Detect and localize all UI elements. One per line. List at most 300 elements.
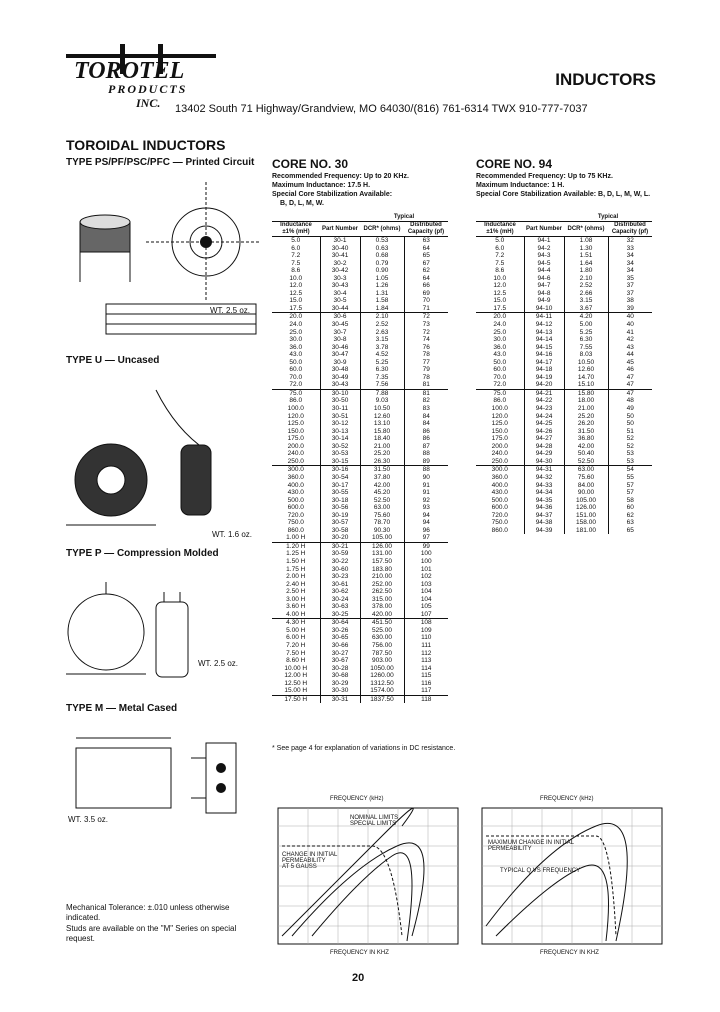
table-cell: 250.0 (476, 458, 524, 466)
table-row (272, 512, 448, 520)
table-cell: 40 (626, 313, 634, 321)
table-row (272, 344, 448, 352)
core94-max: Maximum Inductance: 1 H. (476, 182, 565, 189)
table-cell: 25.20 (360, 450, 404, 458)
table-cell: 94-30 (524, 458, 564, 466)
table-cell: 90 (422, 473, 430, 481)
table-cell: 126.00 (360, 542, 404, 550)
table-row (272, 672, 448, 680)
table-cell: 120.0 (476, 413, 524, 421)
table-cell: 6.0 (272, 245, 320, 253)
table-cell: 3.15 (564, 297, 608, 305)
table-cell: 87 (422, 442, 430, 450)
table-row (476, 519, 652, 527)
table-cell: 58 (626, 496, 634, 504)
table-cell: 94-1 (524, 237, 564, 245)
table-cell: 30-45 (320, 321, 360, 329)
table-cell: 1050.00 (360, 665, 404, 673)
table-cell: 70.0 (476, 374, 524, 382)
table-cell: 31.50 (564, 428, 608, 436)
table-cell: 200.0 (272, 443, 320, 451)
table-cell: 102 (420, 573, 432, 581)
core94-title: CORE NO. 94 (476, 157, 553, 171)
table-cell: 30-61 (320, 581, 360, 589)
table-cell: 315.00 (360, 596, 404, 604)
table-row (272, 413, 448, 421)
table-cell: 91 (422, 489, 430, 497)
table-cell: 3.00 H (272, 596, 320, 604)
table-row (272, 275, 448, 283)
table-cell: 175.0 (476, 435, 524, 443)
table-row (476, 482, 652, 490)
logo-products: PRODUCTS (108, 82, 188, 96)
table-cell: 94-6 (524, 275, 564, 283)
table-row (476, 305, 652, 313)
table-cell: 750.0 (272, 519, 320, 527)
table-cell: 78.70 (360, 519, 404, 527)
table-cell: 151.00 (564, 512, 608, 520)
table-cell: 62 (626, 511, 634, 519)
table-cell: 420.00 (360, 611, 404, 619)
table-row (476, 381, 652, 389)
table-cell: 30-58 (320, 527, 360, 535)
table-cell: 10.0 (476, 275, 524, 283)
table-row (272, 252, 448, 260)
table-cell: 2.63 (360, 329, 404, 337)
table-cell: 94-17 (524, 359, 564, 367)
table-cell: 1.80 (564, 267, 608, 275)
table-row (272, 489, 448, 497)
table-cell: 6.30 (564, 336, 608, 344)
table-cell: 30-1 (320, 237, 360, 245)
table-row (476, 420, 652, 428)
table-cell: 30-15 (320, 458, 360, 466)
table-cell: 54 (626, 466, 634, 474)
graph1-top-label: FREQUENCY (kHz) (330, 796, 384, 802)
table-cell: 50.0 (272, 359, 320, 367)
table-cell: 7.5 (272, 260, 320, 268)
table-cell: 99 (422, 542, 430, 550)
table-row (272, 336, 448, 344)
table-cell: 94-14 (524, 336, 564, 344)
table-cell: 30-18 (320, 497, 360, 505)
table-cell: 110 (421, 634, 432, 642)
type-pf-drawing (66, 172, 266, 342)
table-cell: 7.2 (476, 252, 524, 260)
table-cell: 175.0 (272, 435, 320, 443)
table-cell: 30-28 (320, 665, 360, 673)
table-cell: 88 (422, 450, 430, 458)
table-cell: 94-39 (524, 527, 564, 535)
type-u-weight: WT. 1.6 oz. (212, 530, 253, 539)
table-row (476, 260, 652, 268)
table-cell: 57 (626, 489, 634, 497)
table-cell: 63.00 (564, 466, 608, 474)
graph1-bottom-label: FREQUENCY IN KHZ (330, 950, 389, 956)
table-cell: 4.52 (360, 351, 404, 359)
table-row (272, 450, 448, 458)
table-cell: 125.0 (476, 420, 524, 428)
table-cell: 30-55 (320, 489, 360, 497)
core94-meta (476, 172, 676, 199)
table-cell: 1.50 H (272, 558, 320, 566)
table-cell: 1574.00 (360, 687, 404, 695)
table-cell: 17.5 (272, 305, 320, 313)
table-cell: 67 (422, 259, 430, 267)
table-cell: 37 (626, 282, 634, 290)
table-row (272, 466, 448, 474)
tolerance-note: Mechanical Tolerance: ±.010 unless otherwise indicated. (66, 903, 230, 922)
table-cell: 65 (626, 526, 634, 534)
table-cell: 3.67 (564, 305, 608, 313)
table-cell: 2.66 (564, 290, 608, 298)
table-row (476, 321, 652, 329)
table-row (272, 405, 448, 413)
table-cell: 30-66 (320, 642, 360, 650)
core30-footnote: * See page 4 for explanation of variations in DC resistance. (272, 745, 456, 752)
table-cell: 2.52 (564, 282, 608, 290)
table-row (272, 420, 448, 428)
table-row (272, 550, 448, 558)
table-cell: 750.0 (476, 519, 524, 527)
table-cell: 150.0 (272, 428, 320, 436)
core30-title: CORE NO. 30 (272, 157, 349, 171)
table-cell: 105.00 (360, 534, 404, 542)
logo-inc: INC. (136, 96, 161, 110)
table-row (272, 359, 448, 367)
table-cell: 77 (422, 358, 430, 366)
table-cell: 94-34 (524, 489, 564, 497)
table-cell: 30-21 (320, 542, 360, 550)
table-cell: 86.0 (272, 397, 320, 405)
table-cell: 78 (422, 373, 430, 381)
table-cell: 12.0 (272, 282, 320, 290)
table-row (476, 282, 652, 290)
table-row (272, 381, 448, 389)
table-cell: 52.50 (360, 497, 404, 505)
table-cell: 240.0 (272, 450, 320, 458)
table-cell: 36.0 (272, 344, 320, 352)
table-cell: 94-32 (524, 474, 564, 482)
table-cell: 115 (421, 672, 432, 680)
graph1-note-3: CHANGE IN INITIAL PERMEABILITY (282, 852, 338, 864)
table-cell: 30-26 (320, 627, 360, 635)
table-cell: 30-17 (320, 482, 360, 490)
table-row (272, 504, 448, 512)
graph2-note-1: MAXIMUM CHANGE IN INITIAL PERMEABILITY (488, 840, 574, 852)
table-cell: 100.0 (272, 405, 320, 413)
core30-stab-values: B, D, L, M, W. (280, 200, 324, 207)
type-u-label: TYPE U — Uncased (66, 355, 160, 366)
table-cell: 93 (422, 504, 430, 512)
table-cell: 73 (422, 321, 430, 329)
table-cell: 7.88 (360, 389, 404, 397)
table-cell: 94-29 (524, 450, 564, 458)
table-row (272, 687, 448, 695)
table-cell: 30-5 (320, 297, 360, 305)
table-cell: 30-27 (320, 650, 360, 658)
table-cell: 30-10 (320, 389, 360, 397)
graph1-note-1: NOMINAL LIMITS (350, 815, 399, 821)
table-cell: 100.0 (476, 405, 524, 413)
table-cell: 94-37 (524, 512, 564, 520)
table-cell: 30-9 (320, 359, 360, 367)
table-cell: 44 (626, 351, 634, 359)
graph1-notes (350, 815, 430, 827)
table-cell: 105.00 (564, 497, 608, 505)
table-cell: 75.60 (564, 474, 608, 482)
table-cell: 97 (404, 534, 448, 542)
table-cell: 116 (421, 679, 432, 687)
table-row (476, 466, 652, 474)
table-cell: 94-24 (524, 413, 564, 421)
table-cell: 104 (420, 595, 432, 603)
table-cell: 240.0 (476, 450, 524, 458)
table-cell: 43.0 (476, 351, 524, 359)
table-cell: 1.64 (564, 260, 608, 268)
table-row (476, 435, 652, 443)
table-cell: 113 (421, 657, 432, 665)
table-row (476, 267, 652, 275)
table-cell: 30-2 (320, 260, 360, 268)
table-cell: 94-16 (524, 351, 564, 359)
table-cell: 108 (420, 619, 432, 627)
table-cell: 30-41 (320, 252, 360, 260)
table-cell: 35 (626, 274, 634, 282)
table-cell: 63 (422, 237, 430, 244)
table-cell: 183.80 (360, 566, 404, 574)
table-row (476, 497, 652, 505)
table-cell: 42.00 (564, 443, 608, 451)
table-row (272, 458, 448, 466)
graph2 (476, 806, 666, 946)
table-cell: 63 (626, 519, 634, 527)
table-cell: 1260.00 (360, 672, 404, 680)
table-row (272, 321, 448, 329)
table-cell: 0.53 (360, 237, 404, 245)
table-cell: 32 (626, 237, 634, 244)
table-row (272, 313, 448, 321)
table-cell: 30-67 (320, 657, 360, 665)
table-cell: 34 (626, 252, 634, 260)
table-cell: 0.63 (360, 245, 404, 253)
table-cell: 94-8 (524, 290, 564, 298)
table-cell: 30-14 (320, 435, 360, 443)
table-cell: 86.0 (476, 397, 524, 405)
table-cell: 3.15 (360, 336, 404, 344)
table-cell: 65 (422, 252, 430, 260)
table-cell: 1.58 (360, 297, 404, 305)
table-cell: 51 (626, 427, 634, 435)
studs-note: Studs are available on the "M" Series on special request. (66, 924, 237, 943)
table-row (476, 313, 652, 321)
table-cell: 42.00 (360, 482, 404, 490)
table-cell: 30-8 (320, 336, 360, 344)
table-cell: 72 (422, 328, 430, 336)
table-cell: 60 (626, 504, 634, 512)
table-cell: 45 (626, 358, 634, 366)
table-cell: 50 (626, 412, 634, 420)
table-cell: 430.0 (476, 489, 524, 497)
table-cell: 30-16 (320, 466, 360, 474)
table-cell: 12.5 (476, 290, 524, 298)
table-cell: 94-31 (524, 466, 564, 474)
table-cell: 86 (422, 427, 430, 435)
table-cell: 158.00 (564, 519, 608, 527)
table-cell: 4.30 H (272, 619, 320, 627)
table-cell: 14.70 (564, 374, 608, 382)
table-cell: 860.0 (476, 527, 524, 535)
table-row (272, 282, 448, 290)
table-cell: 70 (422, 297, 430, 305)
table-row (272, 634, 448, 642)
graph1-note-2: SPECIAL LIMITS (350, 821, 397, 827)
table-cell: 30-43 (320, 381, 360, 389)
table-cell: 41 (626, 328, 634, 336)
table-cell: 10.0 (272, 275, 320, 283)
table-cell: 10.00 H (272, 665, 320, 673)
table-cell: 756.00 (360, 642, 404, 650)
table-cell: 92 (422, 496, 430, 504)
table-cell: 46 (626, 366, 634, 374)
table-cell: 76 (422, 343, 430, 351)
table-cell: 30-19 (320, 512, 360, 520)
table-cell: 47 (608, 381, 652, 389)
table-cell: 118 (421, 695, 432, 703)
table-cell: 75.0 (476, 389, 524, 397)
table-cell: 37.80 (360, 474, 404, 482)
table-cell: 787.50 (360, 650, 404, 658)
core30-col-cap: Distributed Capacity (pf) (404, 222, 448, 237)
table-cell: 30-65 (320, 634, 360, 642)
table-cell: 1.31 (360, 290, 404, 298)
table-cell: 86 (422, 435, 430, 443)
table-cell: 89 (404, 458, 448, 466)
core30-col-part: Part Number (320, 222, 360, 237)
table-cell: 7.2 (272, 252, 320, 260)
table-cell: 52 (626, 442, 634, 450)
table-cell: 903.00 (360, 657, 404, 665)
table-cell: 7.56 (360, 381, 404, 389)
table-cell: 1.00 H (272, 534, 320, 542)
table-cell: 1.08 (564, 237, 608, 245)
table-cell: 30-31 (320, 695, 360, 703)
table-cell: 30-51 (320, 413, 360, 421)
table-cell: 18.00 (564, 397, 608, 405)
table-cell: 30.0 (476, 336, 524, 344)
table-cell: 6.0 (476, 245, 524, 253)
table-cell: 360.0 (272, 474, 320, 482)
table-cell: 7.50 H (272, 650, 320, 658)
table-cell: 94-10 (524, 305, 564, 313)
table-cell: 47 (626, 373, 634, 381)
graph2-bottom-label: FREQUENCY IN KHZ (540, 950, 599, 956)
table-row (272, 397, 448, 405)
table-cell: 94-9 (524, 297, 564, 305)
table-row (272, 588, 448, 596)
table-cell: 94-2 (524, 245, 564, 253)
graph1-notes-2 (282, 852, 372, 870)
table-cell: 94-21 (524, 389, 564, 397)
table-cell: 74 (422, 336, 430, 344)
table-cell: 8.6 (272, 267, 320, 275)
table-row (476, 389, 652, 397)
table-cell: 131.00 (360, 550, 404, 558)
table-cell: 600.0 (476, 504, 524, 512)
table-cell: 94-19 (524, 374, 564, 382)
table-cell: 500.0 (272, 497, 320, 505)
table-cell: 30-48 (320, 366, 360, 374)
table-row (272, 245, 448, 253)
table-cell: 12.60 (564, 366, 608, 374)
core94-freq: Recommended Frequency: Up to 75 KHz. (476, 173, 613, 180)
table-cell: 72.0 (476, 381, 524, 389)
table-cell: 5.0 (476, 237, 524, 245)
table-cell: 1.26 (360, 282, 404, 290)
table-cell: 7.5 (476, 260, 524, 268)
table-row (272, 443, 448, 451)
table-cell: 252.00 (360, 581, 404, 589)
table-row (272, 642, 448, 650)
table-row (476, 489, 652, 497)
table-cell: 0.90 (360, 267, 404, 275)
table-cell: 5.00 H (272, 627, 320, 635)
table-cell: 6.30 (360, 366, 404, 374)
table-row (272, 497, 448, 505)
table-cell: 2.50 H (272, 588, 320, 596)
table-cell: 63.00 (360, 504, 404, 512)
table-cell: 107 (404, 611, 448, 619)
table-cell: 53 (626, 450, 634, 458)
table-cell: 12.00 H (272, 672, 320, 680)
table-cell: 94 (422, 511, 430, 519)
graph2-note-2: TYPICAL Q VS FREQUENCY (500, 868, 581, 874)
table-cell: 30-11 (320, 405, 360, 413)
table-cell: 66 (422, 282, 430, 290)
table-cell: 181.00 (564, 527, 608, 535)
table-cell: 18.40 (360, 435, 404, 443)
table-cell: 30-68 (320, 672, 360, 680)
table-cell: 30-30 (320, 687, 360, 695)
type-pf-label: TYPE PS/PF/PSC/PFC — Printed Circuit (66, 157, 255, 168)
table-cell: 30-59 (320, 550, 360, 558)
table-cell: 12.0 (476, 282, 524, 290)
table-cell: 30-52 (320, 443, 360, 451)
table-cell: 64 (422, 274, 430, 282)
table-cell: 94-33 (524, 482, 564, 490)
table-cell: 43.0 (272, 351, 320, 359)
table-cell: 8.60 H (272, 657, 320, 665)
table-cell: 30-63 (320, 603, 360, 611)
table-cell: 109 (420, 626, 432, 634)
table-cell: 4.00 H (272, 611, 320, 619)
table-cell: 30-60 (320, 566, 360, 574)
table-row (272, 573, 448, 581)
table-row (272, 267, 448, 275)
table-row (476, 366, 652, 374)
table-cell: 8.03 (564, 351, 608, 359)
table-row (272, 389, 448, 397)
table-cell: 1837.50 (360, 695, 404, 703)
table-cell: 525.00 (360, 627, 404, 635)
table-cell: 5.00 (564, 321, 608, 329)
table-cell: 105 (420, 603, 432, 611)
table-cell: 25.20 (564, 413, 608, 421)
core94-table (476, 214, 652, 534)
table-cell: 78 (422, 351, 430, 359)
core30-table (272, 214, 448, 703)
table-cell: 378.00 (360, 603, 404, 611)
